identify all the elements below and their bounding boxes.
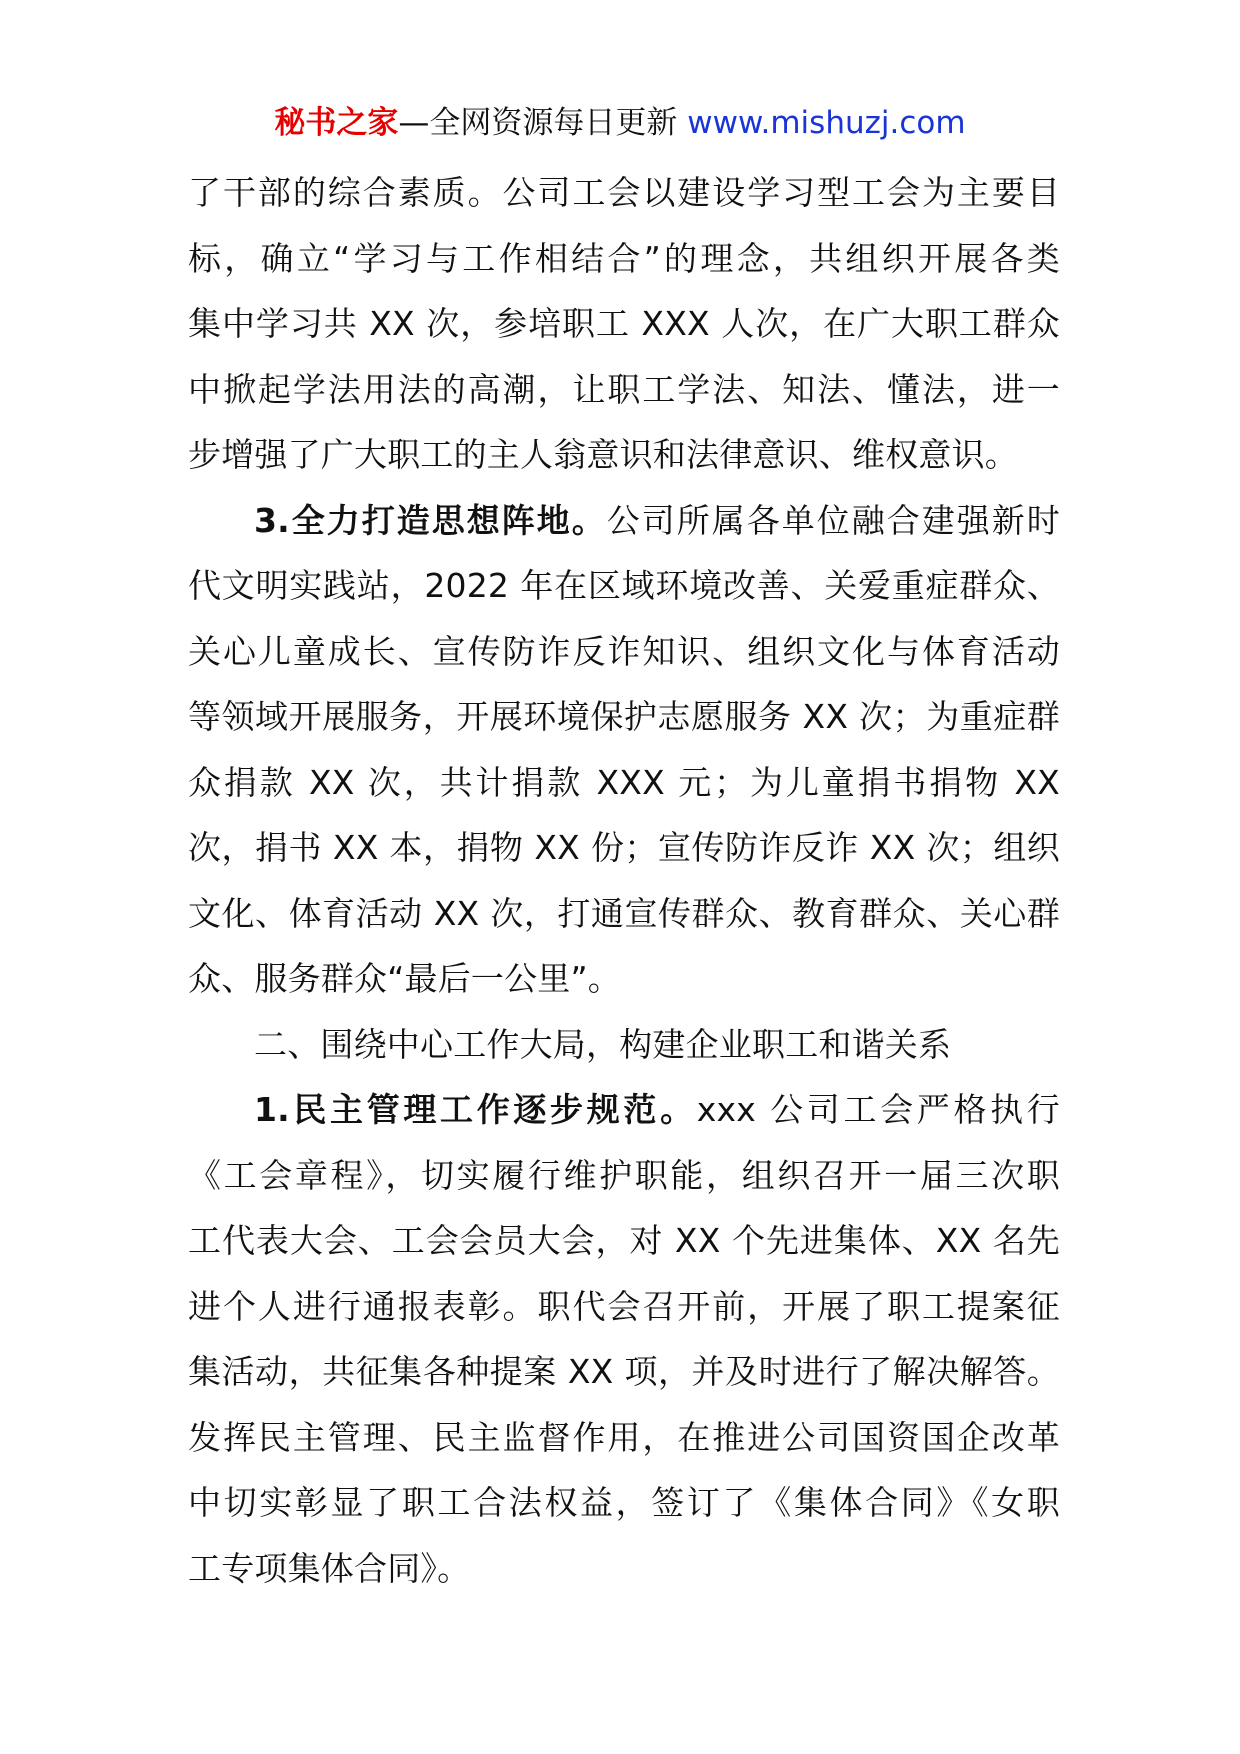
section-title: 二、围绕中心工作大局，构建企业职工和谐关系 <box>254 1024 952 1064</box>
text-line: 文化、体育活动 XX 次，打通宣传群众、教育群众、关心群 <box>188 893 1060 933</box>
text-line: 代文明实践站，2022 年在区域环境改善、关爱重症群众、 <box>188 566 1060 605</box>
text-run: xxx 公司工会严格执行 <box>696 1090 1060 1129</box>
text-line: 了干部的综合素质。公司工会以建设学习型工会为主要目 <box>188 173 1060 212</box>
text-line: 中切实彰显了职工合法权益，签订了《集体合同》《女职 <box>188 1483 1060 1522</box>
subheading-3: 3.全力打造思想阵地。 <box>254 500 607 540</box>
text-line: 进个人进行通报表彰。职代会召开前，开展了职工提案征 <box>188 1286 1060 1326</box>
text-line: 关心儿童成长、宣传防诈反诈知识、组织文化与体育活动 <box>188 631 1060 671</box>
header-slogan: —全网资源每日更新 <box>398 105 688 141</box>
text-line: 众、服务群众“最后一公里”。 <box>188 959 621 998</box>
text-line: 中掀起学法用法的高潮，让职工学法、知法、懂法，进一 <box>188 369 1060 409</box>
text-line: 集中学习共 XX 次，参培职工 XXX 人次，在广大职工群众 <box>188 304 1060 343</box>
text-run: 公司所属各单位融合建强新时 <box>606 500 1060 540</box>
paragraph-learning <box>188 160 1060 488</box>
brand-name: 秘书之家 <box>274 105 399 141</box>
paragraph-democratic-management <box>188 1077 1060 1601</box>
text-line: 《工会章程》，切实履行维护职能，组织召开一届三次职 <box>188 1155 1060 1195</box>
site-watermark-header <box>0 100 1240 146</box>
text-line: 次，捐书 XX 本，捐物 XX 份；宣传防诈反诈 XX 次；组织 <box>188 828 1060 867</box>
text-line <box>188 488 1060 554</box>
text-line: 步增强了广大职工的主人翁意识和法律意识、维权意识。 <box>188 435 1018 474</box>
site-url-link[interactable]: www.mishuzj.com <box>687 105 966 141</box>
text-line <box>188 1077 1060 1143</box>
text-line: 工代表大会、工会会员大会，对 XX 个先进集体、XX 名先 <box>188 1221 1060 1260</box>
text-line: 众捐款 XX 次，共计捐款 XXX 元；为儿童捐书捐物 XX <box>188 762 1060 802</box>
paragraph-ideology-front <box>188 488 1060 1012</box>
subheading-1: 1.民主管理工作逐步规范。 <box>254 1090 697 1129</box>
section-heading <box>188 1012 1060 1078</box>
text-line: 工专项集体合同》。 <box>188 1548 471 1588</box>
text-line: 等领域开展服务，开展环境保护志愿服务 XX 次；为重症群 <box>188 697 1060 736</box>
text-line: 标，确立“学习与工作相结合”的理念，共组织开展各类 <box>188 238 1060 278</box>
text-line: 发挥民主管理、民主监督作用，在推进公司国资国企改革 <box>188 1417 1060 1457</box>
document-body <box>188 160 1060 1601</box>
text-line: 集活动，共征集各种提案 XX 项，并及时进行了解决解答。 <box>188 1352 1060 1391</box>
